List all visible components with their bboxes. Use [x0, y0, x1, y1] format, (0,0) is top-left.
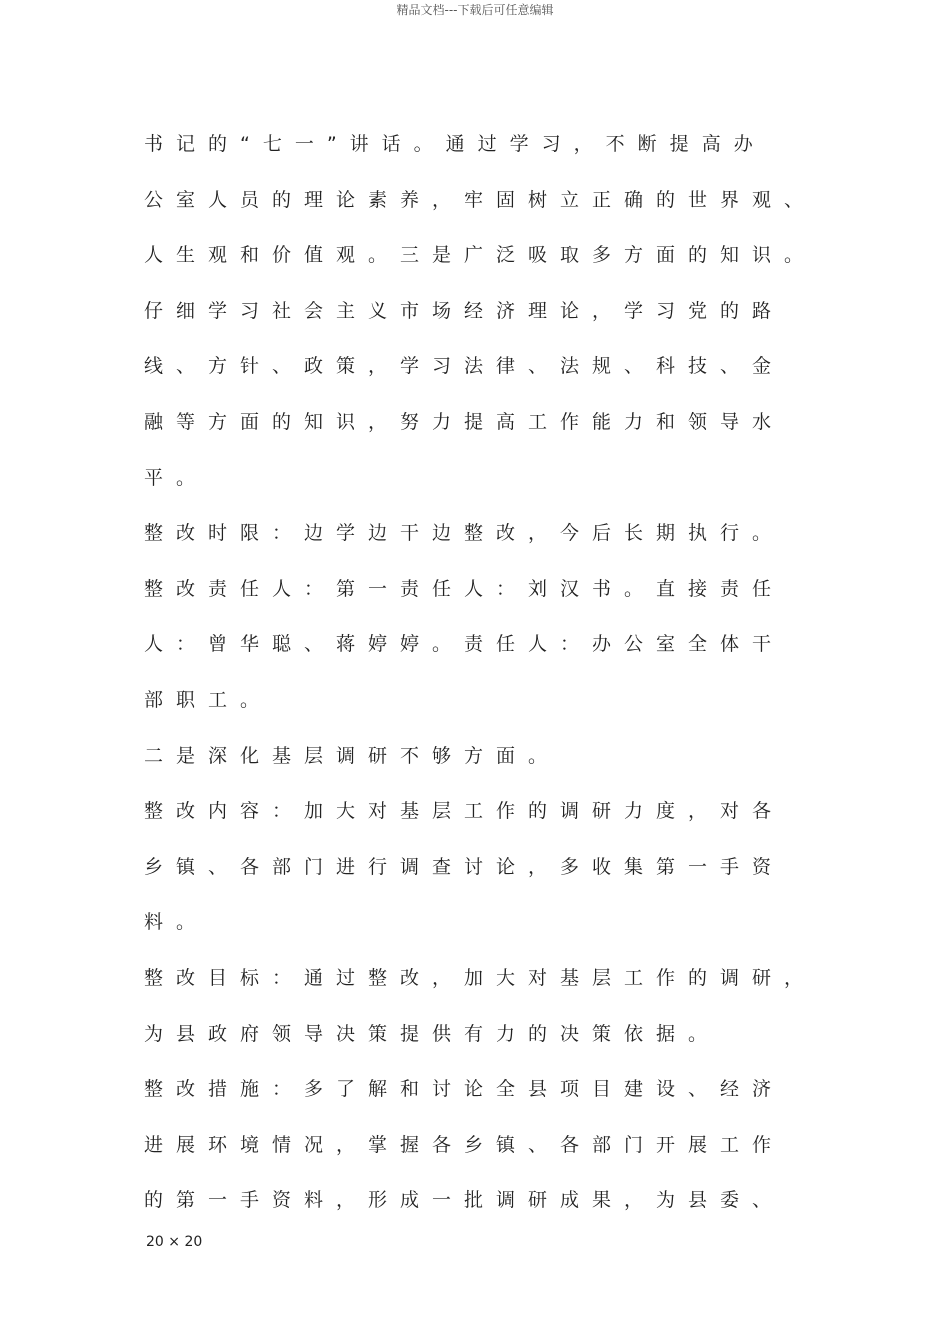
- text-line: 书记的“七一”讲话。通过学习，不断提高办: [144, 133, 766, 155]
- page-header: 精品文档---下载后可任意编辑: [396, 3, 554, 17]
- text-line: 仔细学习社会主义市场经济理论，学习党的路: [144, 299, 785, 322]
- text-line: 二是深化基层调研不够方面。: [144, 744, 561, 767]
- text-line: 线、方针、政策，学习法律、法规、科技、金: [144, 355, 785, 378]
- text-line: 整改目标：通过整改，加大对基层工作的调研，: [144, 966, 817, 989]
- text-line: 料。: [144, 911, 209, 934]
- text-line: 部职工。: [144, 688, 273, 711]
- text-line: 整改内容：加大对基层工作的调研力度，对各: [144, 800, 785, 823]
- text-line: 融等方面的知识，努力提高工作能力和领导水: [144, 410, 785, 433]
- page-footer: 20 × 20: [146, 1234, 203, 1250]
- text-line: 公室人员的理论素养，牢固树立正确的世界观、: [144, 188, 817, 211]
- text-line: 为县政府领导决策提供有力的决策依据。: [144, 1022, 721, 1045]
- text-line: 人：曾华聪、蒋婷婷。责任人：办公室全体干: [144, 633, 785, 656]
- text-line: 整改责任人：第一责任人：刘汉书。直接责任: [144, 577, 785, 600]
- text-line: 的第一手资料，形成一批调研成果，为县委、: [144, 1189, 785, 1212]
- text-line: 乡镇、各部门进行调查讨论，多收集第一手资: [144, 855, 785, 878]
- text-line: 整改时限：边学边干边整改，今后长期执行。: [144, 522, 785, 545]
- text-line: 进展环境情况，掌握各乡镇、各部门开展工作: [144, 1133, 785, 1156]
- text-line: 平。: [144, 466, 209, 489]
- text-line: 整改措施：多了解和讨论全县项目建设、经济: [144, 1078, 785, 1101]
- document-body: [144, 130, 844, 1242]
- text-line: 人生观和价值观。三是广泛吸取多方面的知识。: [144, 244, 817, 267]
